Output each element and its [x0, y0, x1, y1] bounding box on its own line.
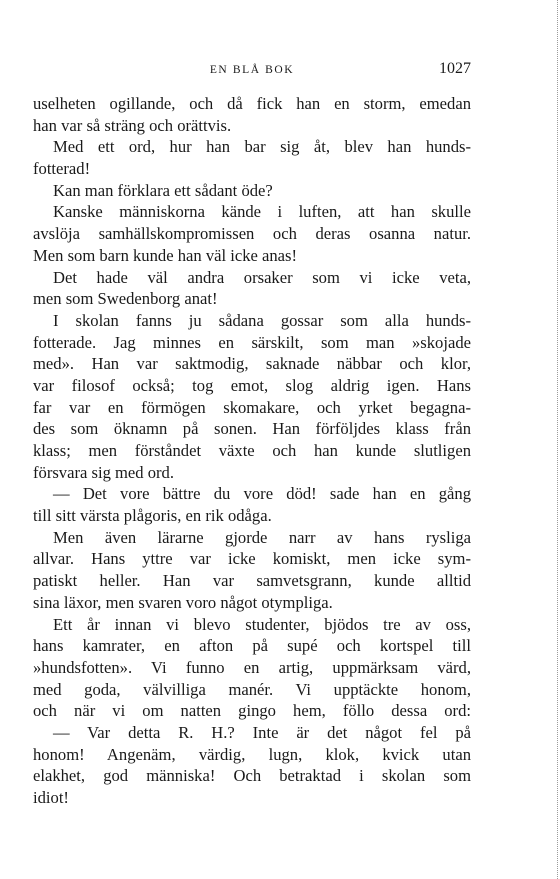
text-line: des som öknamn på sonen. Han förföljdes klass från: [33, 419, 471, 439]
text-line: han var så sträng och orättvis.: [33, 115, 232, 135]
text-line: Men även lärarne gjorde narr av hans rysliga: [53, 527, 471, 547]
text-line: uselheten ogillande, och då fick han en storm, emedan: [33, 94, 471, 113]
text-line: sina läxor, men svaren voro något otympliga.: [33, 592, 333, 612]
body-text: [33, 93, 471, 809]
text-line: med goda, välvilliga manér. Vi upptäckte honom,: [33, 679, 471, 699]
text-line: med». Han var saktmodig, saknade näbbar och klor,: [33, 354, 471, 374]
text-line: honom! Angenäm, värdig, lugn, klok, kvick utan: [33, 744, 471, 764]
text-line: och när vi om natten gingo hem, föllo dessa ord:: [33, 701, 471, 721]
text-line: var filosof också; tog emot, slog aldrig igen. Hans: [33, 375, 471, 395]
text-line: avslöja samhällskompromissen och deras osanna natur.: [33, 224, 471, 244]
text-line: elakhet, god människa! Och betraktad i skolan som: [33, 766, 471, 786]
text-line: — Det vore bättre du vore död! sade han en gång: [53, 484, 471, 504]
text-line: Det hade väl andra orsaker som vi icke veta,: [53, 267, 471, 287]
text-line: patiskt heller. Han var samvetsgrann, kunde alltid: [33, 571, 471, 591]
page-header: [33, 60, 471, 82]
text-line: idiot!: [33, 788, 69, 807]
text-line: I skolan fanns ju sådana gossar som alla hunds-: [53, 310, 471, 330]
page-edge-divider: [557, 0, 558, 879]
text-line: Men som barn kunde han väl icke anas!: [33, 245, 298, 265]
text-line: fotterad!: [33, 159, 91, 179]
text-line: allvar. Hans yttre var icke komiskt, men icke sym-: [33, 549, 471, 569]
text-line: Med ett ord, hur han bar sig åt, blev han hunds-: [53, 137, 471, 157]
page-number: 1027: [439, 60, 471, 77]
text-line: Kan man förklara ett sådant öde?: [53, 180, 273, 200]
text-line: klass; men förståndet växte och han kunde slutligen: [33, 441, 471, 460]
text-line: till sitt värsta plågoris, en rik odåga.: [33, 506, 272, 526]
text-line: hans kamrater, en afton på supé och kortspel till: [33, 636, 471, 656]
running-title: EN BLÅ BOK: [209, 64, 295, 76]
text-line: far var en förmögen skomakare, och yrket begagna-: [33, 397, 471, 417]
text-line: — Var detta R. H.? Inte är det något fel på: [53, 722, 471, 742]
text-line: Ett år innan vi blevo studenter, bjödos tre av oss,: [53, 614, 471, 634]
text-line: men som Swedenborg anat!: [33, 289, 218, 309]
text-line: försvara sig med ord.: [33, 462, 175, 482]
text-line: »hundsfotten». Vi funno en artig, uppmärksam värd,: [33, 657, 471, 677]
text-line: Kanske människorna kände i luften, att han skulle: [53, 202, 471, 222]
text-line: fotterade. Jag minnes en särskilt, som man »skojade: [33, 332, 471, 352]
